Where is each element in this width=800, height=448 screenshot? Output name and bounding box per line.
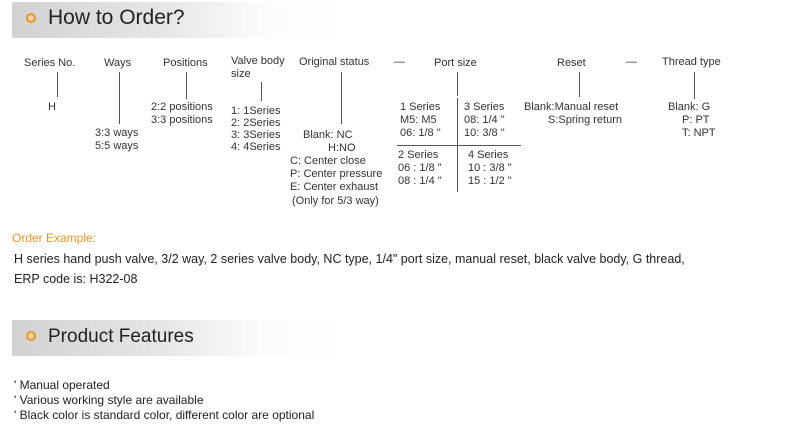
thread-value: Blank: G bbox=[668, 101, 711, 113]
how-to-order-header bbox=[12, 2, 342, 38]
section-title: Product Features bbox=[48, 326, 194, 347]
header-valve-body-size: size bbox=[231, 68, 251, 80]
reset-value: S:Spring return bbox=[548, 114, 622, 126]
product-features-header bbox=[12, 320, 342, 356]
port-group-title: 4 Series bbox=[468, 149, 509, 161]
header-positions: Positions bbox=[163, 57, 208, 69]
connector-line bbox=[694, 72, 695, 99]
valve-size-value: 2: 2Series bbox=[231, 117, 281, 129]
port-group-title: 2 Series bbox=[398, 149, 439, 161]
bullet-circle-icon bbox=[26, 13, 36, 23]
reset-value: Blank:Manual reset bbox=[524, 101, 619, 113]
header-valve-body: Valve body bbox=[231, 55, 285, 67]
port-row: 06: 1/8 " bbox=[400, 127, 441, 139]
status-value: C: Center close bbox=[290, 155, 366, 167]
series-no-value: H bbox=[48, 101, 56, 113]
feature-item: ' Black color is standard color, different color are optional bbox=[14, 408, 315, 422]
port-row: 10 : 3/8 " bbox=[468, 162, 512, 174]
valve-size-value: 3: 3Series bbox=[231, 129, 281, 141]
header-series-no: Series No. bbox=[24, 57, 76, 69]
header-ways: Ways bbox=[104, 57, 132, 69]
valve-size-value: 4: 4Series bbox=[231, 141, 281, 153]
thread-value: P: PT bbox=[682, 114, 710, 126]
port-grid-divider bbox=[397, 145, 521, 146]
dash-separator: — bbox=[394, 56, 405, 68]
thread-value: T: NPT bbox=[682, 127, 716, 139]
connector-line bbox=[261, 82, 262, 101]
connector-line bbox=[341, 72, 342, 124]
connector-line bbox=[579, 72, 580, 97]
dash-separator: — bbox=[626, 56, 637, 68]
header-thread-type: Thread type bbox=[662, 56, 721, 68]
ways-value: 5:5 ways bbox=[95, 140, 139, 152]
feature-item: ' Various working style are available bbox=[14, 393, 204, 407]
valve-size-value: 1: 1Series bbox=[231, 105, 281, 117]
port-row: 15 : 1/2 " bbox=[468, 175, 512, 187]
order-example-code: ERP code is: H322-08 bbox=[14, 272, 138, 286]
bullet-circle-icon bbox=[26, 331, 36, 341]
port-row: 06 : 1/8 " bbox=[398, 162, 442, 174]
header-port-size: Port size bbox=[434, 57, 477, 69]
port-row: 08: 1/4 " bbox=[464, 114, 505, 126]
port-row: M5: M5 bbox=[400, 114, 437, 126]
header-reset: Reset bbox=[557, 57, 586, 69]
status-value: E: Center exhaust bbox=[290, 181, 379, 193]
port-row: 08 : 1/4 " bbox=[398, 175, 442, 187]
positions-value: 3:3 positions bbox=[151, 114, 213, 126]
port-group-title: 1 Series bbox=[400, 101, 441, 113]
ways-value: 3:3 ways bbox=[95, 127, 139, 139]
port-group-title: 3 Series bbox=[464, 101, 505, 113]
port-row: 10: 3/8 " bbox=[464, 127, 505, 139]
positions-value: 2:2 positions bbox=[151, 101, 213, 113]
feature-item: ' Manual operated bbox=[14, 378, 110, 392]
connector-line bbox=[186, 72, 187, 99]
status-value: P: Center pressure bbox=[290, 168, 383, 180]
header-original-status: Original status bbox=[299, 56, 370, 68]
connector-line bbox=[119, 72, 120, 124]
status-value: Blank: NC bbox=[303, 129, 353, 141]
order-example-line: H series hand push valve, 3/2 way, 2 series valve body, NC type, 1/4" port size, manual reset, black valve body, G thread, bbox=[14, 252, 685, 266]
status-value: H:NO bbox=[328, 142, 356, 154]
status-value: (Only for 5/3 way) bbox=[292, 195, 379, 207]
order-example-title: Order Example: bbox=[12, 231, 97, 245]
connector-line bbox=[457, 72, 458, 96]
connector-line bbox=[57, 72, 58, 97]
section-title: How to Order? bbox=[48, 6, 185, 29]
